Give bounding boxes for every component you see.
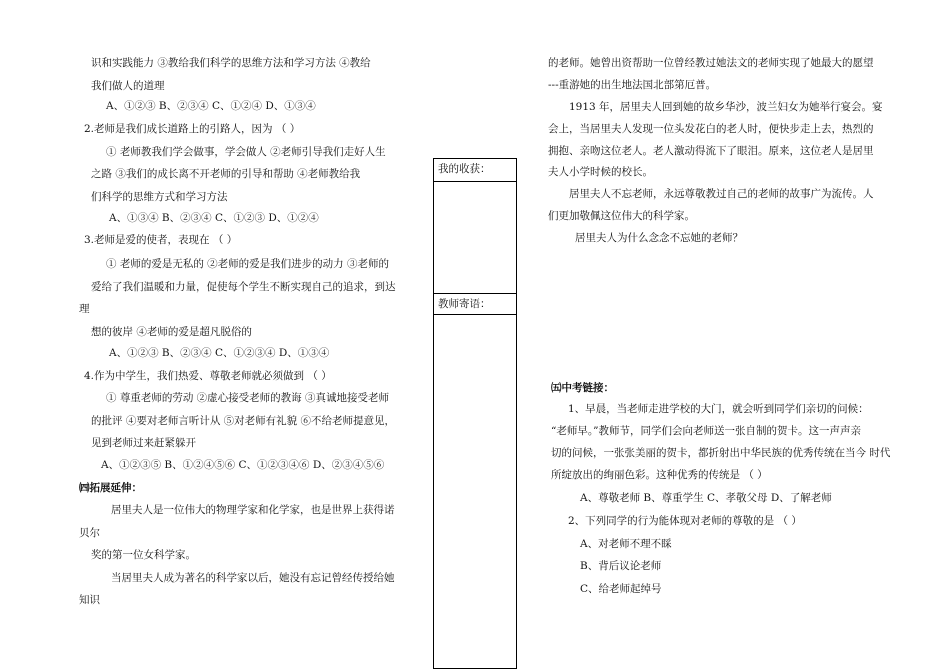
paragraph-line: 1913 年，居里夫人回到她的故乡华沙，波兰妇女为她举行宴会。宴	[569, 101, 883, 113]
q2-choices: A、①③④ B、②③④ C、①②③ D、①②④	[109, 212, 319, 224]
paragraph-line: 居里夫人是一位伟大的物理学家和化学家，也是世界上获得诺	[111, 504, 395, 516]
paragraph-line: ---重游她的出生地法国北部第厄普。	[548, 79, 717, 91]
exam-question-2: 2、下列同学的行为能体现对老师的尊敬的是 （ ）	[568, 515, 802, 527]
notes-box	[433, 158, 517, 669]
q2-option-line: 们科学的思维方式和学习方法	[91, 191, 228, 203]
q3-option-line: ① 老师的爱是无私的 ②老师的爱是我们进步的动力 ③老师的	[106, 258, 390, 270]
q4-choices: A、①②③⑤ B、①②④⑤⑥ C、①②③④⑥ D、②③④⑤⑥	[101, 459, 385, 471]
q2-option-line: 之路 ③我们的成长离不开老师的引导和帮助 ④老师教给我	[91, 168, 361, 180]
q4-option-line: ① 尊重老师的劳动 ②虚心接受老师的教诲 ③真诚地接受老师	[106, 392, 390, 404]
q3-option-line: 想的彼岸 ④老师的爱是超凡脱俗的	[91, 326, 252, 338]
divider	[434, 314, 516, 315]
paragraph-line: 知识	[79, 594, 100, 606]
q3-choices: A、①②③ B、②③④ C、①②③④ D、①③④	[109, 347, 330, 359]
paragraph-line: 居里夫人不忘老师，永远尊敬教过自己的老师的故事广为流传。人	[569, 188, 874, 200]
exam-q2-option-b: B、背后议论老师	[580, 560, 662, 572]
paragraph-line: 的老师。她曾出资帮助一位曾经教过她法文的老师实现了她最大的愿望	[548, 57, 874, 69]
paragraph-line: 贝尔	[79, 527, 100, 539]
exam-question-1-line: “老师早。”教师节，同学们会向老师送一张自制的贺卡。这一声声亲	[551, 425, 861, 437]
section-extension-heading: ㈣拓展延伸：	[79, 482, 142, 494]
paragraph-line: 夫人小学时候的校长。	[548, 166, 653, 178]
q3-option-line: 爱给了我们温暖和力量，促使每个学生不断实现自己的追求，到达	[91, 281, 396, 293]
paragraph-line: 奖的第一位女科学家。	[91, 549, 196, 561]
section-exam-link-heading: ㈤中考链接：	[551, 382, 614, 394]
exam-question-1-line: 所绽放出的绚丽色彩。这种优秀的传统是 （ ）	[551, 469, 768, 481]
exam-q1-choices: A、尊敬老师 B、尊重学生 C、孝敬父母 D、了解老师	[580, 492, 832, 504]
q1-option-line: 我们做人的道理	[91, 80, 165, 92]
exam-q2-option-c: C、给老师起绰号	[580, 583, 662, 595]
my-gain-label: 我的收获：	[438, 163, 491, 175]
paragraph-line: 当居里夫人成为著名的科学家以后，她没有忘记曾经传授给她	[111, 572, 395, 584]
divider	[434, 181, 516, 182]
q1-option-line: 识和实践能力 ③教给我们科学的思维方法和学习方法 ④教给	[91, 57, 371, 69]
q4-option-line: 的批评 ④要对老师言听计从 ⑤对老师有礼貌 ⑥不给老师提意见，	[91, 415, 396, 427]
paragraph-line: 会上，当居里夫人发现一位头发花白的老人时，便快步走上去，热烈的	[548, 123, 874, 135]
divider	[434, 293, 516, 294]
exam-question-1: 1、早晨，当老师走进学校的大门，就会听到同学们亲切的问候：	[568, 403, 869, 415]
question-4: 4.作为中学生，我们热爱、尊敬老师就必须做到 （ ）	[84, 370, 332, 382]
q1-choices: A、①②③ B、②③④ C、①②④ D、①③④	[106, 100, 316, 112]
teacher-message-label: 教师寄语：	[438, 298, 491, 310]
question-text: 居里夫人为什么念念不忘她的老师？	[575, 232, 743, 244]
paragraph-line: 拥抱、亲吻这位老人。老人激动得流下了眼泪。原来，这位老人是居里	[548, 145, 874, 157]
q4-option-line: 见到老师过来赶紧躲开	[91, 437, 196, 449]
q3-option-line: 理	[79, 303, 90, 315]
paragraph-line: 们更加敬佩这位伟大的科学家。	[548, 210, 695, 222]
exam-question-1-line: 切的问候，一张张美丽的贺卡，都折射出中华民族的优秀传统在当今 时代	[551, 447, 891, 459]
question-3: 3.老师是爱的使者，表现在 （ ）	[84, 234, 238, 246]
exam-q2-option-a: A、对老师不理不睬	[580, 538, 672, 550]
q2-option-line: ① 老师教我们学会做事，学会做人 ②老师引导我们走好人生	[106, 146, 386, 158]
question-2: 2.老师是我们成长道路上的引路人，因为 （ ）	[84, 123, 301, 135]
